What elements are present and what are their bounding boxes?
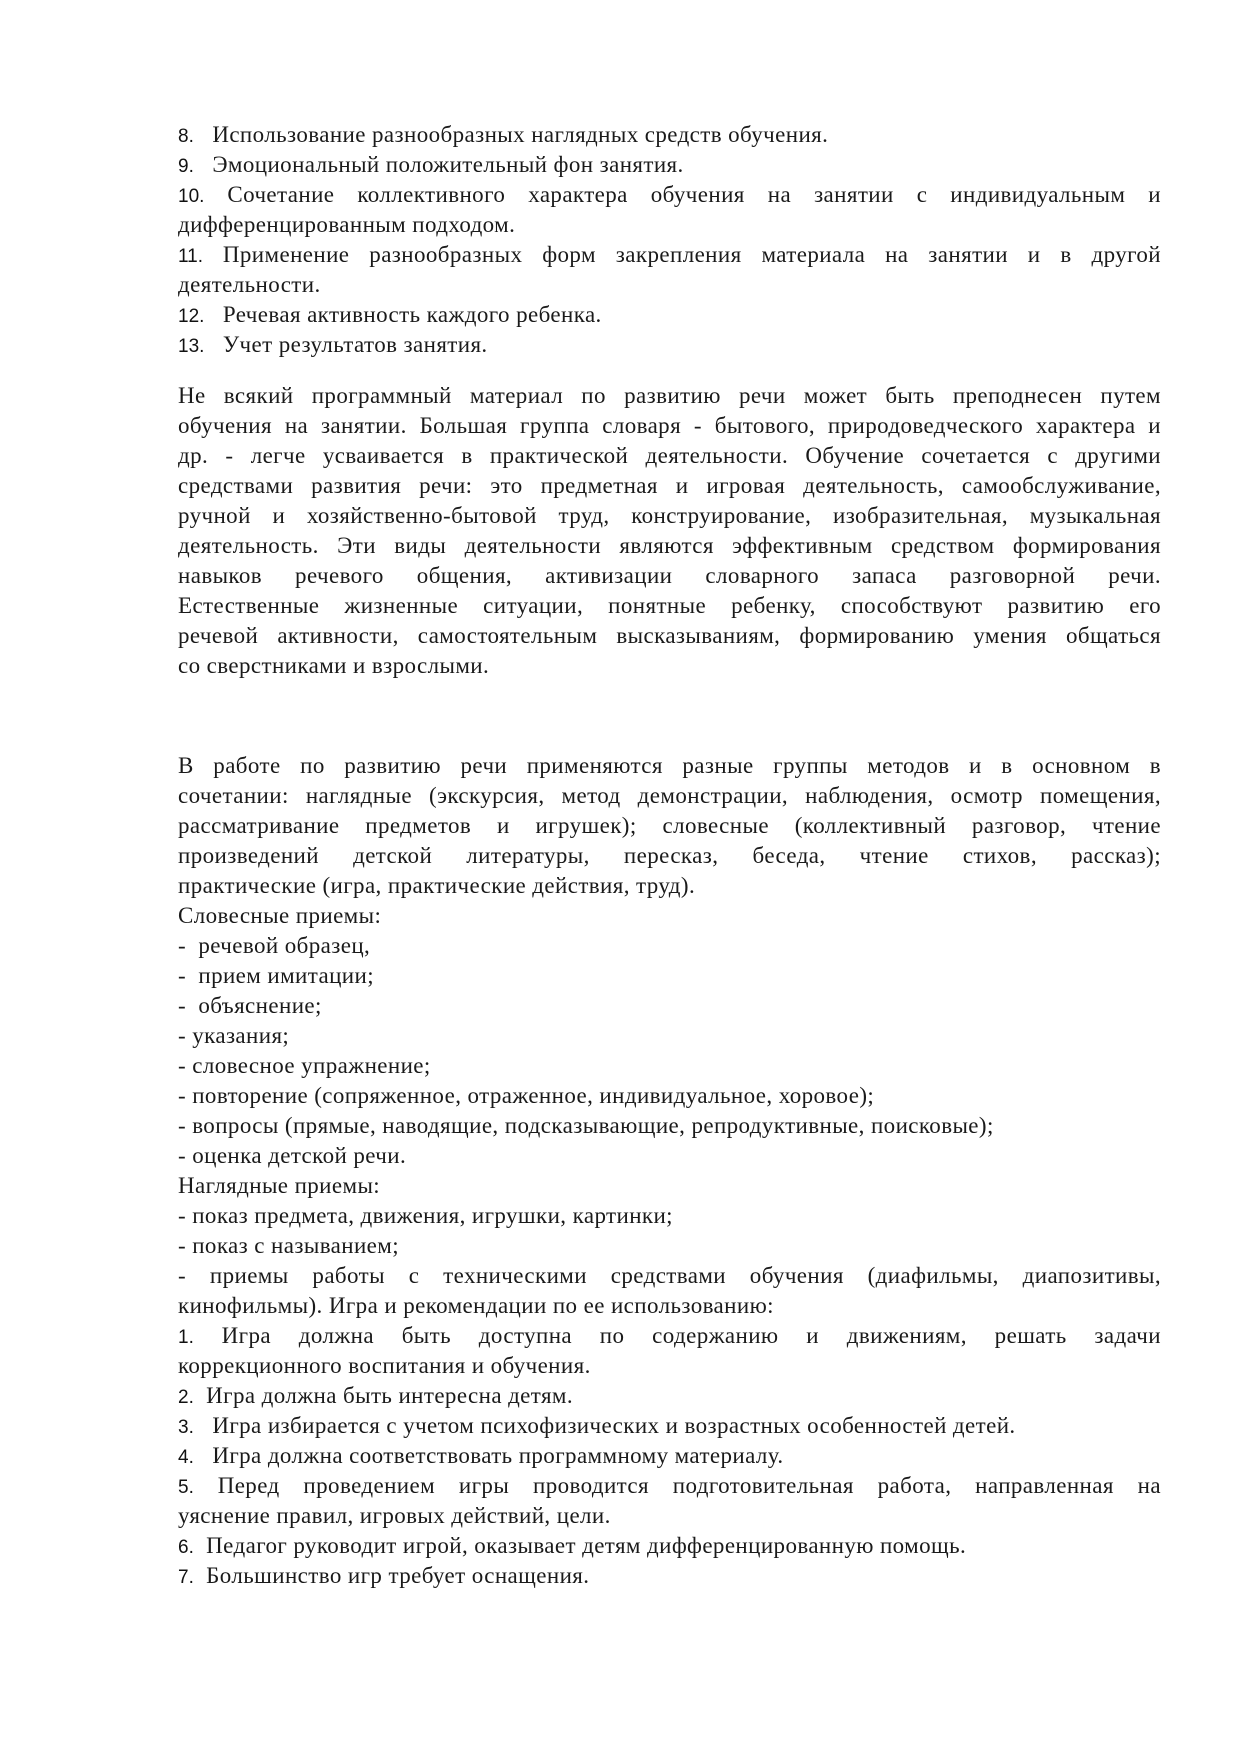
line-text: Наглядные приемы:: [178, 1173, 381, 1198]
text-line: [178, 651, 1161, 681]
list-number: 6.: [178, 1537, 194, 1558]
line-text: кинофильмы). Игра и рекомендации по ее использованию:: [178, 1293, 774, 1318]
line-text: дифференцированным подходом.: [178, 212, 516, 237]
text-line: [178, 1261, 1161, 1291]
text-line: [178, 1051, 1161, 1081]
text-line: [178, 621, 1161, 651]
text-line: [178, 591, 1161, 621]
text-line: [178, 501, 1161, 531]
text-line: [178, 270, 1161, 300]
line-text: - приемы работы с техническими средствами обучения (диафильмы, диапозитивы,: [178, 1263, 1161, 1288]
text-line: [178, 871, 1161, 901]
text-line: [178, 1441, 1161, 1471]
text-line: [178, 120, 1161, 150]
text-line: [178, 210, 1161, 240]
text-line: [178, 531, 1161, 561]
line-text: Большинство игр требует оснащения.: [200, 1563, 590, 1588]
methods-section: [178, 751, 1161, 1591]
line-text: обучения на занятии. Большая группа словаря - бытового, природоведческого характера и: [178, 413, 1161, 438]
list-number: 7.: [178, 1567, 194, 1588]
text-line: [178, 561, 1161, 591]
line-text: - речевой образец,: [178, 933, 371, 958]
line-text: В работе по развитию речи применяются разные группы методов и в основном в: [178, 753, 1161, 778]
text-line: [178, 1231, 1161, 1261]
list-number: 3.: [178, 1417, 194, 1438]
line-text: Применение разнообразных форм закрепления материала на занятии и в другой: [222, 242, 1161, 267]
list-number: 8.: [178, 126, 194, 147]
text-line: [178, 1501, 1161, 1531]
line-text: - указания;: [178, 1023, 290, 1048]
line-text: - вопросы (прямые, наводящие, подсказывающие, репродуктивные, поисковые);: [178, 1113, 994, 1138]
list-number: 2.: [178, 1387, 194, 1408]
text-line: [178, 300, 1161, 330]
list-number: 4.: [178, 1447, 194, 1468]
list-number: 9.: [178, 156, 194, 177]
line-text: Эмоциональный положительный фон занятия.: [200, 152, 684, 177]
line-text: Словесные приемы:: [178, 903, 382, 928]
line-text: - показ предмета, движения, игрушки, картинки;: [178, 1203, 673, 1228]
numbered-list-conditions: [178, 120, 1161, 360]
text-line: [178, 961, 1161, 991]
list-number: 11.: [178, 246, 204, 267]
text-line: [178, 811, 1161, 841]
line-text: Сочетание коллективного характера обучения на занятии с индивидуальным и: [227, 182, 1161, 207]
line-text: Естественные жизненные ситуации, понятные ребенку, способствуют развитию его: [178, 593, 1161, 618]
line-text: Не всякий программный материал по развитию речи может быть преподнесен путем: [178, 383, 1161, 408]
text-line: [178, 180, 1161, 210]
line-text: произведений детской литературы, пересказ, беседа, чтение стихов, рассказ);: [178, 843, 1161, 868]
line-text: рассматривание предметов и игрушек); словесные (коллективный разговор, чтение: [178, 813, 1161, 838]
text-line: [178, 991, 1161, 1021]
line-text: деятельности.: [178, 272, 321, 297]
text-line: [178, 1081, 1161, 1111]
list-number: 13.: [178, 336, 205, 357]
text-line: [178, 1411, 1161, 1441]
line-text: др. - легче усваивается в практической деятельности. Обучение сочетается с другими: [178, 443, 1161, 468]
line-text: со сверстниками и взрослыми.: [178, 653, 490, 678]
text-line: [178, 1321, 1161, 1351]
paragraph-speech-development: [178, 381, 1161, 681]
text-line: [178, 931, 1161, 961]
line-text: - показ с называнием;: [178, 1233, 400, 1258]
text-line: [178, 381, 1161, 411]
text-line: [178, 751, 1161, 781]
text-line: [178, 901, 1161, 931]
line-text: речевой активности, самостоятельным высказываниям, формированию умения общаться: [178, 623, 1161, 648]
line-text: средствами развития речи: это предметная и игровая деятельность, самообслуживание,: [178, 473, 1161, 498]
text-line: [178, 150, 1161, 180]
text-line: [178, 841, 1161, 871]
text-line: [178, 1021, 1161, 1051]
text-line: [178, 1141, 1161, 1171]
text-line: [178, 1201, 1161, 1231]
line-text: уяснение правил, игровых действий, цели.: [178, 1503, 611, 1528]
list-number: 10.: [178, 186, 205, 207]
line-text: - прием имитации;: [178, 963, 375, 988]
text-line: [178, 471, 1161, 501]
line-text: - повторение (сопряженное, отраженное, индивидуальное, хоровое);: [178, 1083, 875, 1108]
text-line: [178, 411, 1161, 441]
line-text: Игра должна быть интересна детям.: [200, 1383, 574, 1408]
text-line: [178, 1561, 1161, 1591]
text-line: [178, 1171, 1161, 1201]
text-line: [178, 1351, 1161, 1381]
line-text: ручной и хозяйственно-бытовой труд, конструирование, изобразительная, музыкальная: [178, 503, 1161, 528]
line-text: практические (игра, практические действия, труд).: [178, 873, 696, 898]
text-line: [178, 1381, 1161, 1411]
line-text: Игра избирается с учетом психофизических и возрастных особенностей детей.: [200, 1413, 1016, 1438]
line-text: - словесное упражнение;: [178, 1053, 431, 1078]
list-number: 1.: [178, 1327, 194, 1348]
text-line: [178, 1471, 1161, 1501]
line-text: - оценка детской речи.: [178, 1143, 407, 1168]
list-number: 12.: [178, 306, 205, 327]
line-text: Игра должна соответствовать программному материалу.: [200, 1443, 784, 1468]
text-line: [178, 1111, 1161, 1141]
line-text: Перед проведением игры проводится подготовительная работа, направленная на: [217, 1473, 1161, 1498]
text-line: [178, 1291, 1161, 1321]
line-text: навыков речевого общения, активизации словарного запаса разговорной речи.: [178, 563, 1161, 588]
list-number: 5.: [178, 1477, 194, 1498]
line-text: - объяснение;: [178, 993, 322, 1018]
line-text: Учет результатов занятия.: [210, 332, 488, 357]
line-text: Педагог руководит игрой, оказывает детям дифференцированную помощь.: [200, 1533, 967, 1558]
line-text: коррекционного воспитания и обучения.: [178, 1353, 591, 1378]
text-line: [178, 330, 1161, 360]
text-line: [178, 1531, 1161, 1561]
line-text: Речевая активность каждого ребенка.: [210, 302, 602, 327]
line-text: Использование разнообразных наглядных средств обучения.: [200, 122, 829, 147]
line-text: Игра должна быть доступна по содержанию и движениям, решать задачи: [221, 1323, 1161, 1348]
line-text: деятельность. Эти виды деятельности являются эффективным средством формирования: [178, 533, 1161, 558]
line-text: сочетании: наглядные (экскурсия, метод демонстрации, наблюдения, осмотр помещения,: [178, 783, 1161, 808]
text-line: [178, 441, 1161, 471]
text-line: [178, 240, 1161, 270]
text-line: [178, 781, 1161, 811]
